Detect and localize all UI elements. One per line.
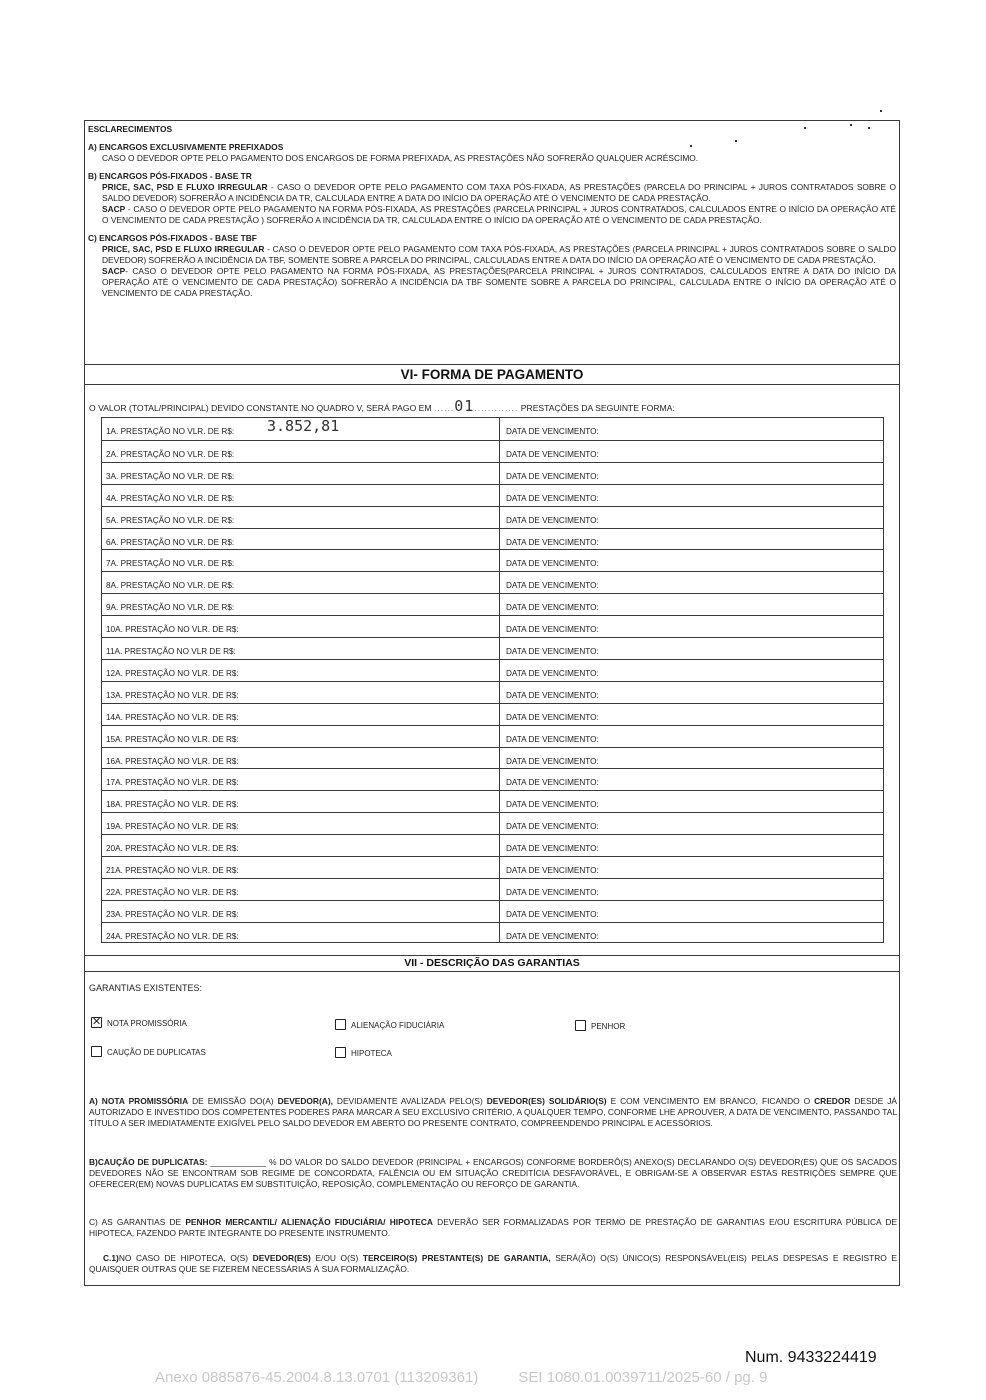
due-date-label: DATA DE VENCIMENTO: (506, 581, 599, 591)
installment-label: 17A. PRESTAÇÃO NO VLR. DE R$: (106, 778, 239, 788)
installment-label: 15A. PRESTAÇÃO NO VLR. DE R$: (106, 734, 239, 744)
garantias-title: VII - DESCRIÇÃO DAS GARANTIAS (404, 957, 580, 969)
installment-row (102, 922, 883, 944)
due-date-label: DATA DE VENCIMENTO: (506, 844, 599, 854)
checkbox-icon (91, 1046, 102, 1057)
installment-row (102, 681, 883, 703)
due-date-label: DATA DE VENCIMENTO: (506, 647, 599, 656)
blank-line: ____________ (210, 1157, 267, 1167)
checkbox-penhor[interactable] (575, 1020, 625, 1031)
text-bold: TERCEIRO(S) PRESTANTE(S) DE GARANTIA, (362, 1253, 551, 1263)
item-c-price (88, 244, 896, 266)
installment-label: 3A. PRESTAÇÃO NO VLR. DE R$: (106, 471, 235, 481)
text: NO CASO DE HIPOTECA, O(S) (118, 1253, 253, 1263)
item-a-title: A) ENCARGOS EXCLUSIVAMENTE PREFIXADOS (88, 142, 284, 152)
installment-row (102, 812, 883, 834)
checkbox-icon (335, 1047, 346, 1058)
text-bold: DEVEDOR(ES) (252, 1253, 311, 1263)
installment-row (102, 703, 883, 725)
garantia-c-paragraph (89, 1217, 897, 1239)
due-date-label: DATA DE VENCIMENTO: (506, 493, 599, 503)
text: DESDE JÁ AUTORIZADO E INVESTIDO DOS COMPETENTES PODERES PARA MARCAR A SEU EXCLUSIVO CRITÉRIO, A QUALQUER TEMPO, CONFORME LHE APROUVER, A DATA DE VENCIMENTO, PASSANDO TAL TÍTULO A SER IMEDIATAMENTE EXIGÍVEL PELO SALDO DEVEDOR EM ABERTO DO PRESENTE CONTRATO, COMPREENDENDO PRINCIPAL E ACESSÓRIOS. (89, 1096, 897, 1128)
garantia-a-paragraph (89, 1096, 897, 1129)
checkbox-label: CAUÇÃO DE DUPLICATAS (107, 1048, 206, 1057)
garantia-b-paragraph (89, 1157, 897, 1190)
pagamento-title: VI- FORMA DE PAGAMENTO (400, 367, 584, 382)
footer-sei: SEI 1080.01.0039711/2025-60 / pg. 9 (518, 1369, 768, 1386)
item-c-sacp-label: SACP (102, 266, 126, 276)
text-bold: CREDOR (814, 1096, 851, 1106)
due-date-label: DATA DE VENCIMENTO: (506, 778, 599, 788)
due-date-label: DATA DE VENCIMENTO: (506, 822, 599, 832)
due-date-label: DATA DE VENCIMENTO: (506, 887, 599, 897)
installments-count: 01 (454, 397, 475, 415)
installment-label: 12A. PRESTAÇÃO NO VLR. DE R$: (106, 668, 239, 678)
due-date-label: DATA DE VENCIMENTO: (506, 559, 599, 569)
footer-anexo: Anexo 0885876-45.2004.8.13.0701 (113209361) (155, 1369, 479, 1386)
text-bold: PENHOR MERCANTIL/ ALIENAÇÃO FIDUCIÁRIA/ HIPOTECA (185, 1217, 433, 1227)
due-date-label: DATA DE VENCIMENTO: (506, 537, 599, 547)
installment-label: 11A. PRESTAÇÃO NO VLR DE R$: (106, 647, 236, 656)
pagamento-intro: O VALOR (TOTAL/PRINCIPAL) DEVIDO CONSTANTE NO QUADRO V, SERÁ PAGO EM ......01............. PRESTAÇÕES DA SEGUINTE FORMA: (89, 397, 675, 415)
checkbox-label: PENHOR (591, 1022, 626, 1031)
installment-label: 14A. PRESTAÇÃO NO VLR. DE R$: (106, 712, 239, 722)
installment-label: 20A. PRESTAÇÃO NO VLR. DE R$: (106, 844, 239, 854)
due-date-label: DATA DE VENCIMENTO: (506, 866, 599, 875)
text: SERÁ(ÃO) O(S) ÚNICO(S) RESPONSÁVEL(EIS) PELAS DESPESAS E REGISTRO E QUAISQUER OUTRAS QUE SE FIZEREM NECESSÁRIAS À SUA FORMALIZAÇÃO. (89, 1253, 897, 1274)
due-date-label: DATA DE VENCIMENTO: (506, 471, 599, 481)
installment-row (102, 768, 883, 790)
installment-label: 7A. PRESTAÇÃO NO VLR. DE R$: (106, 559, 235, 569)
checkbox-label: NOTA PROMISSÓRIA (107, 1019, 187, 1028)
text-bold: DEVEDOR(ES) SOLIDÁRIO(S) (486, 1096, 607, 1106)
due-date-label: DATA DE VENCIMENTO: (506, 800, 599, 810)
item-c-sacp (88, 266, 896, 299)
checkbox-label: ALIENAÇÃO FIDUCIÁRIA (351, 1021, 445, 1030)
text: DE EMISSÃO DO(A) (188, 1096, 278, 1106)
text: DEVIDAMENTE AVALIZADA PELO(S) (332, 1096, 487, 1106)
due-date-label: DATA DE VENCIMENTO: (506, 625, 599, 635)
installment-row (102, 615, 883, 637)
due-date-label: DATA DE VENCIMENTO: (506, 756, 599, 766)
checkbox-icon (575, 1020, 586, 1031)
checkbox-label: HIPOTECA (351, 1049, 392, 1058)
installment-row (102, 418, 883, 440)
installment-label: 24A. PRESTAÇÃO NO VLR. DE R$: (106, 931, 239, 941)
installment-label: 19A. PRESTAÇÃO NO VLR. DE R$: (106, 822, 239, 832)
text: C) AS GARANTIAS DE (89, 1217, 186, 1227)
divider (85, 364, 899, 365)
item-b-title: B) ENCARGOS PÓS-FIXADOS - BASE TR (88, 171, 252, 181)
due-date-label: DATA DE VENCIMENTO: (506, 931, 599, 941)
item-b-sacp (88, 204, 896, 226)
text: E/OU O(S) (310, 1253, 363, 1263)
installment-row (102, 637, 883, 659)
installment-row (102, 484, 883, 506)
installment-label: 16A. PRESTAÇÃO NO VLR. DE R$: (106, 756, 239, 766)
installment-row (102, 856, 883, 878)
due-date-label: DATA DE VENCIMENTO: (506, 515, 599, 525)
divider (85, 955, 899, 956)
garantias-existentes-label: GARANTIAS EXISTENTES: (89, 983, 203, 993)
due-date-label: DATA DE VENCIMENTO: (506, 909, 599, 919)
item-c-sacp-text: - CASO O DEVEDOR OPTE PELO PAGAMENTO NA FORMA PÓS-FIXADA, AS PRESTAÇÕES(PARCELA PRINCIPAL + JUROS CONTRATADOS, CALCULADOS ENTRE A DATA DO INÍCIO DA OPERAÇÃO ATÉ O VENCIMENTO DE CADA PRESTAÇÃO) SOFRERÃO A INCIDÊNCIA DA TBF SOMENTE SOBRE A PARCELA DO PRINCIPAL, CALCULADA ENTRE O INÍCIO DA OPERAÇÃO ATÉ O VENCIMENTO DE CADA PRESTAÇÃO. (102, 266, 896, 298)
checkbox-checked-icon (91, 1017, 102, 1028)
item-b-price-text: - CASO O DEVEDOR OPTE PELO PAGAMENTO COM TAXA PÓS-FIXADA, AS PRESTAÇÕES (PARCELA DO PRINCIPAL + JUROS CONTRATADOS SOBRE O SALDO DEVEDOR) SOFRERÃO A INCIDÊNCIA DA TR, CALCULADA ENTRE A DATA DO INÍCIO DA OPERAÇÃO ATÉ O VENCIMENTO DE CADA PRESTAÇÃO. (102, 182, 897, 203)
esclarecimentos-title: ESCLARECIMENTOS (88, 124, 173, 134)
installment-label: 22A. PRESTAÇÃO NO VLR. DE R$: (106, 887, 239, 897)
form-frame (84, 120, 900, 1286)
text: DEVERÃO SER FORMALIZADAS POR TERMO DE PRESTAÇÃO DE GARANTIAS E/OU ESCRITURA PÚBLICA DE HIPOTECA, FAZENDO PARTE INTEGRANTE DO PRESENTE INSTRUMENTO. (89, 1217, 897, 1238)
checkbox-icon (335, 1019, 346, 1030)
installment-label: 23A. PRESTAÇÃO NO VLR. DE R$: (106, 909, 239, 919)
intro-before: O VALOR (TOTAL/PRINCIPAL) DEVIDO CONSTANTE NO QUADRO V, SERÁ PAGO EM (89, 403, 432, 413)
garantia-b-label: B)CAUÇÃO DE DUPLICATAS: (89, 1157, 208, 1167)
garantia-c1-paragraph (89, 1253, 897, 1275)
due-date-label: DATA DE VENCIMENTO: (506, 690, 599, 700)
installment-row (102, 878, 883, 900)
installment-row (102, 462, 883, 484)
checkbox-alienacao-fiduciaria[interactable] (335, 1019, 444, 1030)
due-date-label: DATA DE VENCIMENTO: (506, 603, 599, 613)
installment-row (102, 528, 883, 550)
item-b (88, 171, 896, 226)
item-c (88, 233, 896, 299)
installment-row (102, 593, 883, 615)
installment-row (102, 725, 883, 747)
installment-row (102, 834, 883, 856)
checkbox-caucao-duplicatas[interactable] (91, 1046, 206, 1057)
due-date-label: DATA DE VENCIMENTO: (506, 734, 599, 744)
checkbox-hipoteca[interactable] (335, 1047, 392, 1058)
installment-row (102, 440, 883, 462)
installment-label: 2A. PRESTAÇÃO NO VLR. DE R$: (106, 449, 235, 459)
installment-row (102, 900, 883, 922)
footer (155, 1369, 767, 1386)
installment-row (102, 790, 883, 812)
installment-label: 13A. PRESTAÇÃO NO VLR. DE R$: (106, 690, 239, 700)
installment-row (102, 659, 883, 681)
item-c-price-label: PRICE, SAC, PSD E FLUXO IRREGULAR (102, 244, 265, 254)
due-date-label: DATA DE VENCIMENTO: (506, 668, 599, 678)
item-c-title: C) ENCARGOS PÓS-FIXADOS - BASE TBF (88, 233, 257, 243)
due-date-label: DATA DE VENCIMENTO: (506, 712, 599, 722)
item-a (88, 142, 896, 164)
installment-label: 4A. PRESTAÇÃO NO VLR. DE R$: (106, 493, 235, 503)
item-b-price (88, 182, 896, 204)
installment-label: 18A. PRESTAÇÃO NO VLR. DE R$: (106, 800, 239, 810)
installment-label: 8A. PRESTAÇÃO NO VLR. DE R$: (106, 581, 235, 591)
installment-label: 5A. PRESTAÇÃO NO VLR. DE R$: (106, 515, 235, 525)
installment-label: 9A. PRESTAÇÃO NO VLR. DE R$: (106, 603, 235, 613)
garantia-a-label: A) NOTA PROMISSÓRIA (89, 1096, 189, 1106)
due-date-label: DATA DE VENCIMENTO: (506, 449, 599, 459)
installment-row (102, 549, 883, 571)
installment-label: 10A. PRESTAÇÃO NO VLR. DE R$: (106, 625, 239, 635)
checkbox-nota-promissoria[interactable] (91, 1017, 187, 1028)
installments-table (101, 417, 884, 943)
item-b-sacp-label: SACP (102, 204, 126, 214)
divider (85, 384, 899, 385)
installment-value: 3.852,81 (267, 417, 340, 435)
garantia-c1-label: C.1) (103, 1253, 119, 1263)
installment-label: 21A. PRESTAÇÃO NO VLR. DE R$: (106, 866, 239, 875)
item-b-sacp-text: - CASO O DEVEDOR OPTE PELO PAGAMENTO NA FORMA PÓS-FIXADA, AS PRESTAÇÕES (PARCELA PRINCIPAL + JUROS CONTRATADOS, CALCULADOS ENTRE O INÍCIO DA OPERAÇÃO ATÉ O VENCIMENTO DE CADA PRESTAÇÃO ) SOFRERÃO A INCIDÊNCIA DA TR, CALCULADA ENTRE O INÍCIO DA OPERAÇÃO ATÉ O VENCIMENTO DE CADA PRESTAÇÃO. (102, 204, 896, 225)
installment-row (102, 747, 883, 769)
text-bold: DEVEDOR(A), (277, 1096, 333, 1106)
installment-label: 1A. PRESTAÇÃO NO VLR. DE R$: (106, 427, 235, 436)
divider (85, 971, 899, 972)
esclarecimentos-section (88, 124, 896, 299)
item-b-price-label: PRICE, SAC, PSD E FLUXO IRREGULAR (102, 182, 268, 192)
intro-after: PRESTAÇÕES DA SEGUINTE FORMA: (520, 403, 675, 413)
item-a-text: CASO O DEVEDOR OPTE PELO PAGAMENTO DOS ENCARGOS DE FORMA PREFIXADA, AS PRESTAÇÕES NÃO SOFRERÃO QUALQUER ACRÉSCIMO. (102, 153, 699, 163)
installment-row (102, 571, 883, 593)
installment-label: 6A. PRESTAÇÃO NO VLR. DE R$: (106, 537, 235, 547)
due-date-label: DATA DE VENCIMENTO: (506, 427, 599, 436)
text: % DO VALOR DO SALDO DEVEDOR (PRINCIPAL + ENCARGOS) CONFORME BORDERÔ(S) ANEXO(S) DECLARANDO O(S) DEVEDOR(ES) QUE OS SACADOS DEVEDORES NÃO SE ENCONTRAM SOB REGIME DE CONCORDATA, FALÊNCIA OU EM SITUAÇÃO CREDITÍCIA DESFAVORÁVEL, E OBRIGAM-SE A OBSERVAR ESTAS RESTRIÇÕES SEMPRE QUE OFERECER(EM) NOVAS DUPLICATAS EM SUBSTITUIÇÃO, REPOSIÇÃO, COMPLEMENTAÇÃO OU REFORÇO DE GARANTIA. (89, 1157, 897, 1189)
installment-row (102, 506, 883, 528)
item-c-price-text: - CASO O DEVEDOR OPTE PELO PAGAMENTO COM TAXA PÓS-FIXADA, AS PRESTAÇÕES (PARCELA PRINCIPAL + JUROS CONTRATADOS SOBRE O SALDO DEVEDOR) SOFRERÃO A INCIDÊNCIA DA TBF, SOMENTE SOBRE A PARCELA DO PRINCIPAL, CALCULADAS ENTRE A DATA DO INÍCIO DA OPERAÇÃO ATÉ O VENCIMENTO DE CADA PRESTAÇÃO. (102, 244, 896, 265)
document-number-stamp: Num. 9433224419 (745, 1349, 877, 1366)
text: E COM VENCIMENTO EM BRANCO, FICANDO O (606, 1096, 815, 1106)
